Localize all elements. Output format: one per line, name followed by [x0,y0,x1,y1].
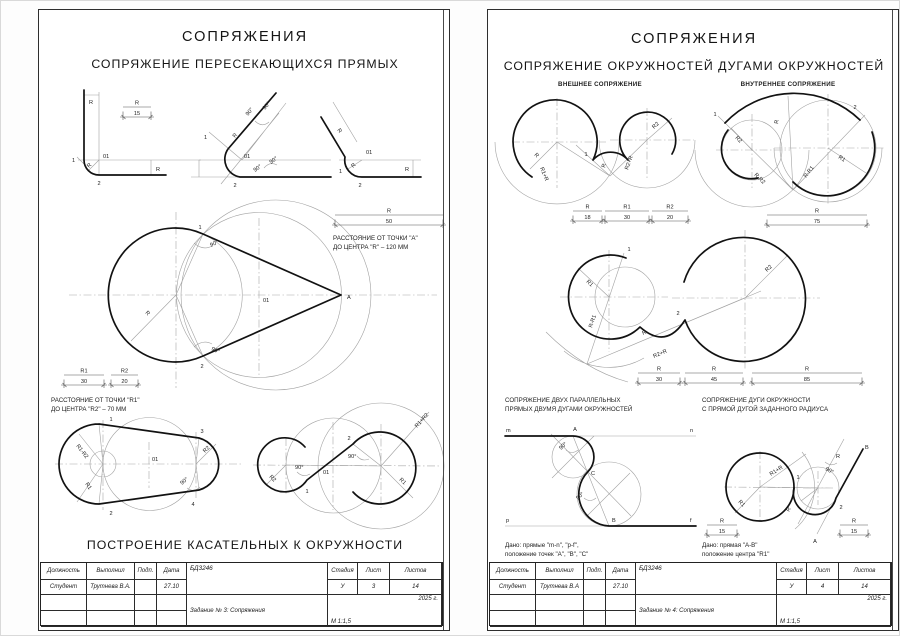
tb-empty-cell [584,595,606,611]
tb-signature [135,580,157,595]
tb-header: Дата [606,563,636,580]
label-R: R [641,329,648,337]
point-label: 2 [839,505,843,511]
centerlines [512,98,694,188]
tb-header: Выполнил [87,563,135,580]
center-label: 01 [103,154,110,160]
tb-signature [584,580,606,595]
section-label-internal: ВНУТРЕННЕЕ СОПРЯЖЕНИЕ [740,81,836,88]
tb-empty-cell [490,611,536,627]
dim-R-30 [635,367,683,387]
given-note: Дано: прямые "m-n", "p-f", [505,542,579,549]
label-R: R [404,167,410,173]
inner-frame-line [443,10,444,630]
given-note: положение центра "R1" [702,551,770,558]
point-label: n [690,428,694,434]
point-label: 1 [627,247,631,253]
tb-sheet-number: 4 [807,580,839,595]
fig-right-angle-fillet [72,90,201,187]
tb-header: Лист [807,563,839,580]
dim-R-18 [570,205,605,225]
dim-label: R [711,366,717,373]
dim-R1-30 [61,369,107,389]
note-line: РАССТОЯНИЕ ОТ ТОЧКИ "R1" [51,397,140,404]
point-label: 3 [200,429,204,435]
fig-caption: ПРЯМЫХ ДВУМЯ ДУГАМИ ОКРУЖНОСТЕЙ [505,406,633,413]
dim-R-15 [120,101,154,121]
dim-value: 75 [813,219,821,225]
point-label: 2 [853,105,857,111]
label-R: R [143,310,151,318]
point-label: A [573,427,577,433]
point-label: 2 [109,511,113,517]
tb-header: Подп. [584,563,606,580]
fig-external-tangents-belt [55,417,241,517]
label-R-minus-R1: R-R1 [802,165,816,180]
point-label: p [506,518,510,524]
label-90deg: 90° [295,465,304,471]
dim-value: 20 [666,215,674,221]
outline-path [258,432,416,504]
dims-r1-r2 [51,369,141,414]
dim-value: 30 [80,379,88,385]
outline-path [505,436,696,526]
tb-header: Выполнил [536,563,584,580]
point-label: 1 [109,417,113,423]
dim-label: R1 [80,368,88,375]
tb-role: Студент [41,580,87,595]
tb-year-scale [777,595,891,627]
label-90deg: 90° [179,476,190,487]
tb-header: Стадия [328,563,358,580]
dim-label: R1 [623,204,631,211]
label-R2: R2 [651,121,661,131]
sheet-conjugation-lines [38,9,450,631]
tb-task: Задание № 3: Сопряжения [187,595,328,627]
fig-acute-angle-fillet [191,93,331,189]
tb-header: Должность [490,563,536,580]
tb-header: Стадия [777,563,807,580]
sheet-conjugation-circles [487,9,899,631]
label-R: R [601,163,608,169]
label-90deg: 90° [268,155,280,166]
point-label: 2 [97,181,101,187]
sheet-drawing-area [488,10,900,564]
tb-sheet-count: 14 [390,580,442,595]
label-R2: R2 [764,264,774,274]
point-label: 1 [796,475,800,481]
dim-value: 30 [623,215,631,221]
label-R: R [88,100,94,106]
label-90deg: 90° [252,163,264,174]
tb-header: Листов [390,563,442,580]
tb-empty-cell [135,611,157,627]
dim-value: 15 [718,529,726,535]
label-R1-plus-R: R1+R [538,166,550,183]
dim-label: R2 [666,204,674,211]
tb-scale: М 1:1,5 [780,619,801,625]
label-R: R [774,119,781,125]
outline-path [721,93,874,195]
tb-doc-code: БД3246 [636,563,777,595]
label-R1: R1 [83,481,93,492]
dim-value: 20 [121,379,128,385]
dim-label: R [719,518,725,525]
point-label: 1 [305,489,309,495]
tb-empty-cell [157,611,187,627]
point-label: 1 [339,169,343,175]
fig-caption: СОПРЯЖЕНИЕ ДУГИ ОКРУЖНОСТИ [702,397,811,404]
tb-header: Подп. [135,563,157,580]
fig-internal-conjugation [695,93,886,228]
tb-header: Лист [358,563,390,580]
label-90deg: 90° [575,491,586,502]
tb-stage: У [777,580,807,595]
label-R: R [835,454,841,460]
dim-label: R [814,208,820,215]
label-R1: R1 [397,477,407,487]
label-R1: R1 [584,279,594,289]
point-label: A [347,295,351,301]
label-90deg: 90° [348,454,357,460]
section-label-external: ВНЕШНЕЕ СОПРЯЖЕНИЕ [558,81,642,88]
label-90deg: 90° [824,466,835,476]
sheet-caption: ПОСТРОЕНИЕ КАСАТЕЛЬНЫХ К ОКРУЖНОСТИ [86,538,404,552]
note-line: ДО ЦЕНТРА "R" – 120 ММ [333,244,409,251]
label-R: R [155,167,161,173]
note-line: РАССТОЯНИЕ ОТ ТОЧКИ "А" [333,235,418,242]
label-90deg: 90° [210,346,221,356]
point-label: 4 [191,502,195,508]
title-block [489,562,892,626]
dim-value: 15 [133,111,141,117]
tb-empty-cell [606,595,636,611]
tb-year-scale [328,595,442,627]
construction-lines [546,253,788,382]
dim-value: 30 [655,377,663,383]
dim-label: R [386,208,392,215]
outline-path [84,90,166,175]
dim-R-85 [749,367,865,387]
fig-caption: СОПРЯЖЕНИЕ ДВУХ ПАРАЛЛЕЛЬНЫХ [505,397,621,404]
dim-R-45 [682,367,746,387]
tb-empty-cell [87,611,135,627]
tb-header: Должность [41,563,87,580]
dim-label: R [804,366,810,373]
label-R: R [350,162,358,170]
fig-caption: С ПРЯМОЙ ДУГОЙ ЗАДАННОГО РАДИУСА [702,406,829,413]
fig-parallel-lines-conjugation [505,397,696,558]
tb-empty-cell [584,611,606,627]
point-label: C [591,471,596,477]
center-label: 01 [323,470,330,476]
tb-empty-cell [606,611,636,627]
note-line: ДО ЦЕНТРА "R2" – 70 ММ [51,406,127,413]
tb-header: Листов [839,563,891,580]
label-R1-plus-R: R1+R [768,464,785,478]
center-label: 01 [366,150,373,156]
point-label: 2 [233,183,237,189]
center-label: 01 [244,154,251,160]
construction-lines [695,96,882,207]
dim-R-15 [704,519,740,539]
label-R1: R1 [736,499,746,509]
label-R: R [86,162,94,170]
point-label: 2 [200,364,204,370]
dim-label: R [656,366,662,373]
point-label: 1 [713,112,717,118]
dim-value: 15 [850,529,858,535]
tb-date: 27.10 [157,580,187,595]
tb-empty-cell [87,595,135,611]
outline-path [569,237,806,361]
tb-year: 2025 г. [867,596,887,602]
sheet-subtitle: СОПРЯЖЕНИЕ ПЕРЕСЕКАЮЩИХСЯ ПРЯМЫХ [91,57,399,71]
outline-path [225,93,331,177]
point-label: 2 [347,436,351,442]
sheet-subtitle: СОПРЯЖЕНИЕ ОКРУЖНОСТЕЙ ДУГАМИ ОКРУЖНОСТЕЙ [503,59,885,73]
dim-value: 45 [710,377,718,383]
tb-empty-cell [41,595,87,611]
given-note: положение точек "А", "В", "С" [505,551,589,558]
label-90deg: 90° [244,106,255,118]
tb-year: 2025 г. [418,596,438,602]
center-label: 01 [152,457,159,463]
label-R1-minus-R2: R1-R2 [74,443,90,460]
point-label: 1 [72,158,76,164]
label-90deg: 90° [209,239,220,249]
tb-name: Трутнева В.А [536,580,584,595]
label-R2: R2 [733,135,743,145]
tb-name: Трутнева В.А. [87,580,135,595]
tb-date: 27.10 [606,580,636,595]
tb-empty-cell [157,595,187,611]
label-90deg: 90° [261,100,272,112]
point-label: A [813,539,817,545]
tb-sheet-number: 3 [358,580,390,595]
label-R2-plus-R: R2+R [624,155,635,171]
tb-empty-cell [536,595,584,611]
label-R2: R2 [202,445,212,455]
dim-label: R2 [120,368,129,375]
point-label: 2 [676,311,680,317]
dim-label: R [134,100,140,107]
dim-value: 85 [803,377,811,383]
dim-value: 18 [584,215,591,221]
tb-empty-cell [41,611,87,627]
dim-R2-20 [108,369,141,389]
tb-role: Студент [490,580,536,595]
point-label: 2 [358,183,362,189]
point-label: 1 [198,225,202,231]
dim-R-15 [837,519,871,539]
center-label: 01 [263,298,270,304]
construction-lines [505,434,696,526]
point-label: f [690,518,692,524]
label-R1: R1 [836,154,847,164]
centerlines [724,451,833,523]
dim-R-75 [764,209,870,229]
point-label: 1 [584,152,588,158]
fig-internal-tangent [253,403,444,529]
tb-empty-cell [135,595,157,611]
label-R: R [231,132,240,140]
dim-value: 50 [385,219,393,225]
dim-label: R [585,204,590,211]
tb-header: Дата [157,563,187,580]
dim-R2-20 [649,205,691,225]
construction-lines [191,100,331,184]
label-R: R [532,152,540,160]
dim-R1-30 [602,205,652,225]
point-label: m [506,428,511,434]
point-label: 1 [204,135,208,141]
point-label: B [612,518,616,524]
label-R: R [335,127,343,135]
label-R2: R2 [267,474,277,484]
fig-external-conjugation [495,98,695,224]
label-R2-plus-R: R2+R [652,348,669,360]
outline-path [793,449,863,515]
label-R-minus-R2: R-R2 [752,172,767,186]
fig-tangents-from-point [69,200,446,390]
outline-path [513,100,676,177]
inner-frame-line [892,10,893,630]
label-R-minus-R1: R-R1 [588,314,598,329]
fig-mixed-conjugation [546,230,865,386]
tb-scale: М 1:1,5 [331,619,352,625]
label-90deg: 90° [558,441,569,452]
dim-R-50 [332,209,446,229]
tb-stage: У [328,580,358,595]
tb-sheet-count: 14 [839,580,891,595]
dim-label: R [851,518,857,525]
sheet-title: СОПРЯЖЕНИЯ [181,29,309,45]
label-R: R [785,506,793,513]
tb-empty-cell [536,611,584,627]
fig-obtuse-angle-fillet [321,102,421,189]
fig-arc-line-conjugation [702,397,871,558]
sheet-title: СОПРЯЖЕНИЯ [630,31,758,47]
label-R1-plus-R2: R1+R2 [414,412,431,430]
title-block [40,562,443,626]
given-note: Дано: прямая "А-В" [702,542,758,549]
point-label: B [865,445,869,451]
sheet-drawing-area [39,10,451,564]
tb-empty-cell [490,595,536,611]
tb-doc-code: БД3246 [187,563,328,595]
tb-task: Задание № 4: Сопряжения [636,595,777,627]
